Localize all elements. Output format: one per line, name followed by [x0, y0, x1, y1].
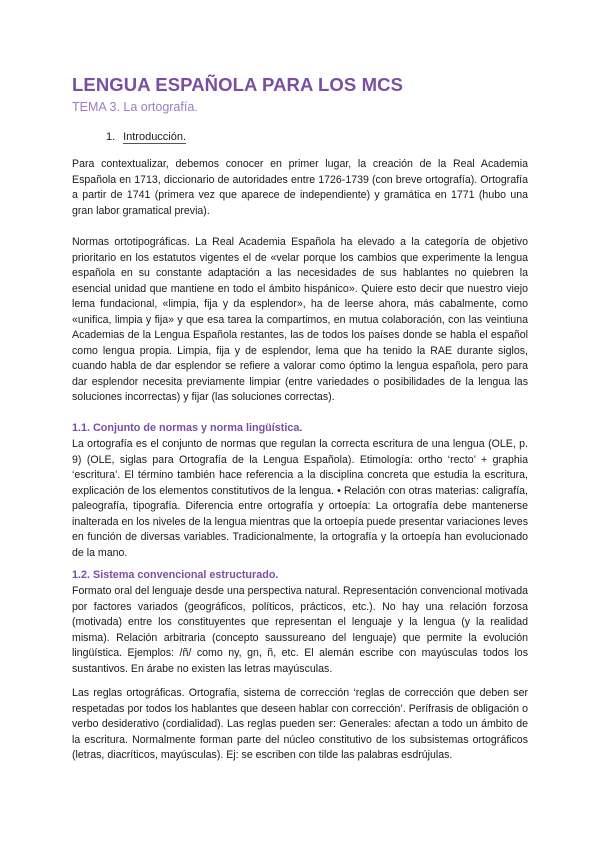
paragraph-reglas: Las reglas ortográficas. Ortografía, sistema de corrección ‘reglas de corrección que deben ser respetadas por todos los hablantes que deseen hablar con corrección’. Perífrasis de obligación o verbo desiderativo (cordialidad). Las reglas pueden ser: Generales: afectan a todo un ámbito de la escritura. Normalmente forman parte del núcleo constitutivo de los subsistemas ortográficos (letras, diacríticos, mayúsculas). Ej: se escriben con tilde las palabras esdrújulas.	[72, 687, 528, 762]
paragraph-normas: Normas ortotipográficas. La Real Academia Española ha elevado a la categoría de objetivo prioritario en los estatutos vigentes el de «velar porque los cambios que experimente la lengua española en su constante adaptación a las necesidades de sus hablantes no quiebren la esencial unidad que mantiene en todo el ámbito hispánico». Quiere esto decir que nuestro viejo lema fundacional, «limpia, fija y da esplendor», ha de leerse ahora, más cabalmente, como «unifica, limpia y fija» y que esa tarea la compartimos, en mutua colaboración, con las veintiuna Academias de la Lengua Española restantes, las de todos los países donde se habla el español como lengua propia. Limpia, fija y de esplendor, lema que ha tenido la RAE durante siglos, cuando habla de dar esplendor se refiere a valorar como óptimo la lengua española, pero para dar esplendor necesita previamente limpiar (entre variedades o posibilidades de la lengua las soluciones incorrectas) y fijar (las soluciones correctas).	[72, 236, 528, 404]
paragraph-sistema: Formato oral del lenguaje desde una perspectiva natural. Representación convencional motivada por factores variados (geográficos, políticos, prácticos, etc.). No hay una relación forzosa (motivada) entre los constituyentes que representan el lenguaje y la lengua (y la realidad misma). Relación arbitraria (concepto saussureano del lenguaje) que permite la evolución lingüística. Ejemplos: /ñ/ como ny, gn, ñ, etc. El alemán escribe con mayúsculas todos los sustantivos. En árabe no existen las letras mayúsculas.	[72, 585, 528, 675]
list-item-label: Introducción.	[123, 131, 187, 143]
section-heading-1-1: 1.1. Conjunto de normas y norma lingüística.	[72, 422, 303, 434]
document-subtitle: TEMA 3. La ortografía.	[72, 100, 198, 114]
paragraph-ortografia: La ortografía es el conjunto de normas que regulan la correcta escritura de una lengua (OLE, p. 9) (OLE, siglas para Ortografía de la Lengua Española). Etimología: ortho ‘recto’ + graphia ‘escritura’. El término también hace referencia a la disciplina concreta que estudia la escritura, explicación de los elementos constitutivos de la lengua. • Relación con otras materias: caligrafía, paleografía, tipografía. Diferencia entre ortografía y ortoepía: La ortografía debe mantenerse inalterada en los niveles de la lengua mientras que la ortoepía puede presentar variaciones leves en función de diversas variables. Tradicionalmente, la ortografía y la ortoepía han evolucionado de la mano.	[72, 438, 528, 559]
list-item-number: 1.	[106, 131, 116, 143]
document-title: LENGUA ESPAÑOLA PARA LOS MCS	[72, 74, 404, 95]
paragraph-intro: Para contextualizar, debemos conocer en primer lugar, la creación de la Real Academia Española en 1713, diccionario de autoridades entre 1726-1739 (con breve ortografía). Ortografía a partir de 1741 (primera vez que aparece de independiente) y gramática en 1771 (hubo una gran labor gramatical previa).	[72, 158, 528, 217]
section-list-item	[106, 131, 186, 143]
section-heading-1-2: 1.2. Sistema convencional estructurado.	[72, 569, 279, 581]
